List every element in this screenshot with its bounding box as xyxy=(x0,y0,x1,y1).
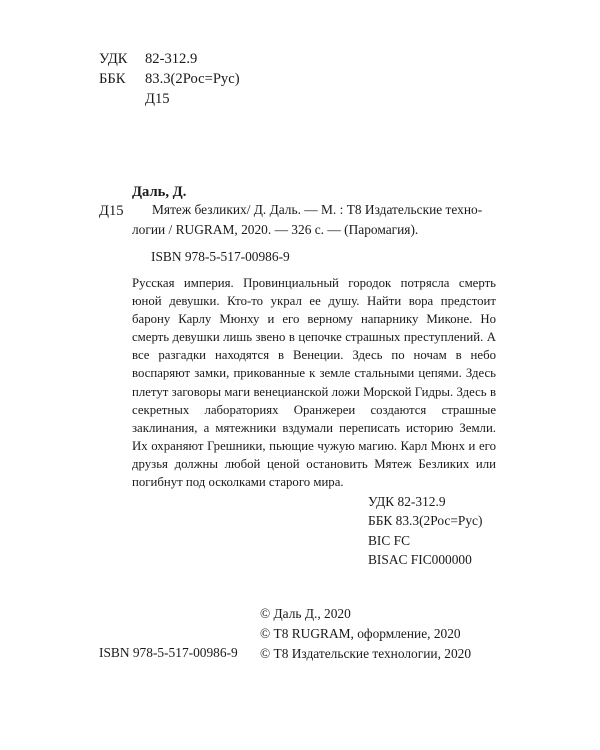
bbk-header-line xyxy=(99,69,240,89)
isbn-footer: ISBN 978-5-517-00986-9 xyxy=(99,645,238,660)
bisac-code: BISAC FIC000000 xyxy=(368,551,472,567)
udk-code: УДК 82-312.9 xyxy=(368,494,446,509)
description-line-1: Мятеж безликих/ Д. Даль. — М. : Т8 Издательские техно- xyxy=(152,202,483,217)
udk-header-line xyxy=(99,49,197,69)
author-sign: Д15 xyxy=(99,203,124,219)
bbk-value: 83.3(2Рос=Рус) xyxy=(145,71,240,87)
author-sign-header: Д15 xyxy=(145,91,170,107)
annotation-block xyxy=(132,274,496,491)
bbk-label: ББК xyxy=(99,71,126,87)
udk-value: 82-312.9 xyxy=(145,51,198,67)
copyright-block xyxy=(260,604,471,664)
copyright-publisher: © Т8 Издательские технологии, 2020 xyxy=(260,646,472,661)
bbk-code: ББК 83.3(2Рос=Рус) xyxy=(368,513,483,529)
classification-block xyxy=(368,492,482,569)
bic-code: BIC FC xyxy=(368,532,411,548)
copyright-design: © Т8 RUGRAM, оформление, 2020 xyxy=(260,626,461,641)
udk-label: УДК xyxy=(99,51,128,67)
copyright-author: © Даль Д., 2020 xyxy=(260,606,351,621)
annotation-text: Русская империя. Провинциальный городок потрясла смерть юной девушки. Кто-то украл ее душу. Найти вора предстоит барону Карлу Мюнху и его верному напарнику Миконе. Но смерть девушки лишь звено в цепочке страшных преступлений. А все разгадки находятся в Венеции. Здесь по ночам в небо воспаряют замки, прикованные к земле стальными цепями. Здесь плетут заговоры маги венецианской ложи Морской Гидры. Здесь в секретных лабораториях Оранжереи создаются страшные заклинания, а мятежники вздумали переписать историю Земли. Их охраняют Грешники, пьющие чужую магию. Карл Мюнх и его друзья должны любой ценой остановить Мятеж Безликих или погибнут под осколками старого мира. xyxy=(132,276,496,490)
author-name: Даль, Д. xyxy=(132,184,187,200)
isbn-entry: ISBN 978-5-517-00986-9 xyxy=(151,249,290,264)
description-line-2: логии / RUGRAM, 2020. — 326 с. — (Паромагия). xyxy=(132,222,419,237)
